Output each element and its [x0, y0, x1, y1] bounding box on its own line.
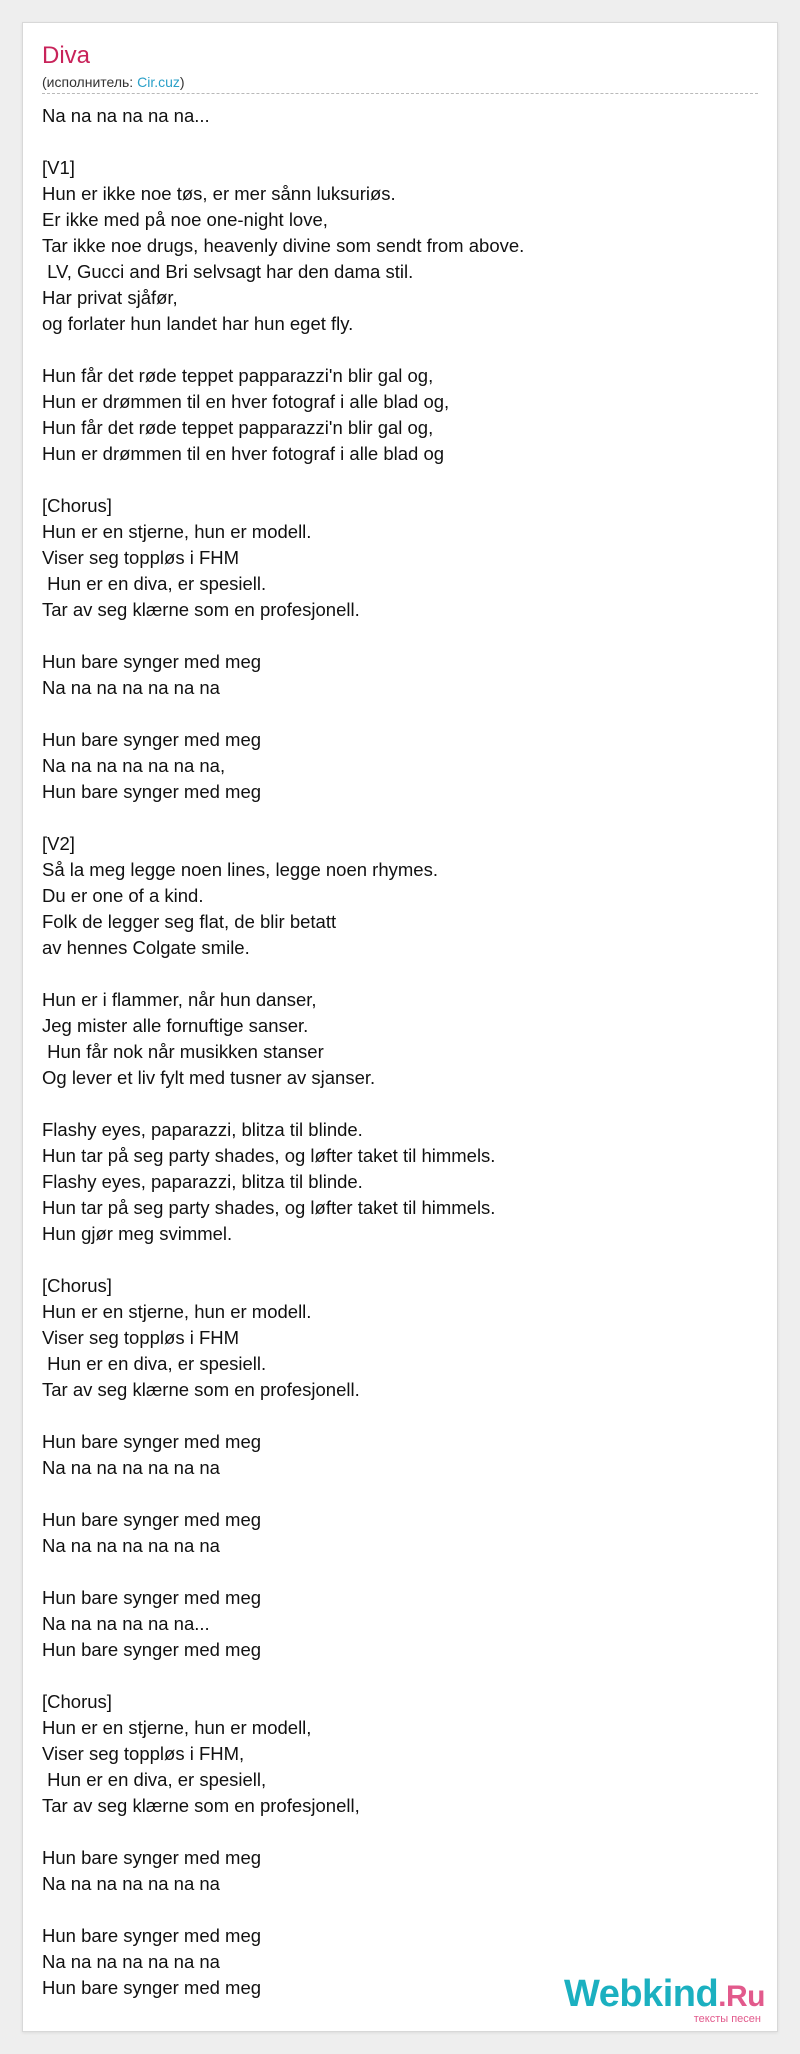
lyrics-line: Na na na na na na na: [42, 1535, 220, 1556]
artist-line: [42, 73, 185, 91]
lyrics-line: og forlater hun landet har hun eget fly.: [42, 313, 354, 334]
lyrics-blank-line: [42, 961, 762, 987]
lyrics-blank-line: [42, 1091, 762, 1117]
lyrics-line: Hun er drømmen til en hver fotograf i alle blad og,: [42, 391, 450, 412]
lyrics-blank-line: [42, 1897, 762, 1923]
lyrics-line: [Chorus]: [42, 1275, 112, 1296]
lyrics-line: Hun bare synger med meg: [42, 781, 262, 802]
lyrics-line: [V2]: [42, 833, 75, 854]
lyrics-body: [42, 103, 762, 2001]
lyrics-line: Viser seg toppløs i FHM,: [42, 1743, 245, 1764]
lyrics-line: Hun er i flammer, når hun danser,: [42, 989, 317, 1010]
lyrics-line: Na na na na na na na,: [42, 755, 226, 776]
lyrics-blank-line: [42, 623, 762, 649]
lyrics-line: Hun bare synger med meg: [42, 1587, 262, 1608]
lyrics-line: Hun tar på seg party shades, og løfter taket til himmels.: [42, 1145, 496, 1166]
lyrics-line: [V1]: [42, 157, 75, 178]
lyrics-line: Du er one of a kind.: [42, 885, 204, 906]
lyrics-line: Flashy eyes, paparazzi, blitza til blinde.: [42, 1119, 363, 1140]
lyrics-blank-line: [42, 805, 762, 831]
lyrics-blank-line: [42, 1403, 762, 1429]
site-logo[interactable]: [564, 1974, 765, 2025]
lyrics-line: Tar av seg klærne som en profesjonell,: [42, 1795, 360, 1816]
lyrics-line: Na na na na na na na: [42, 1873, 220, 1894]
logo-tagline: тексты песен: [693, 2013, 761, 2025]
lyrics-line: Så la meg legge noen lines, legge noen rhymes.: [42, 859, 438, 880]
lyrics-line: Na na na na na na na: [42, 1457, 220, 1478]
lyrics-blank-line: [42, 129, 762, 155]
lyrics-line: Jeg mister alle fornuftige sanser.: [42, 1015, 309, 1036]
lyrics-line: Hun er en diva, er spesiell.: [42, 573, 267, 594]
artist-link[interactable]: Cir.cuz: [137, 74, 180, 90]
lyrics-line: Hun bare synger med meg: [42, 1639, 262, 1660]
lyrics-line: Hun er drømmen til en hver fotograf i alle blad og: [42, 443, 445, 464]
lyrics-line: Hun bare synger med meg: [42, 1977, 262, 1998]
lyrics-line: Viser seg toppløs i FHM: [42, 1327, 240, 1348]
logo-tld: .Ru: [718, 1980, 765, 2013]
lyrics-line: Na na na na na na na: [42, 1951, 220, 1972]
lyrics-line: Hun er en stjerne, hun er modell.: [42, 521, 312, 542]
lyrics-line: Hun bare synger med meg: [42, 1925, 262, 1946]
lyrics-line: Hun bare synger med meg: [42, 651, 262, 672]
lyrics-line: Tar ikke noe drugs, heavenly divine som sendt from above.: [42, 235, 525, 256]
lyrics-line: Hun bare synger med meg: [42, 1509, 262, 1530]
lyrics-blank-line: [42, 1481, 762, 1507]
lyrics-blank-line: [42, 1559, 762, 1585]
lyrics-line: Viser seg toppløs i FHM: [42, 547, 240, 568]
lyrics-line: Flashy eyes, paparazzi, blitza til blinde.: [42, 1171, 363, 1192]
lyrics-line: Hun bare synger med meg: [42, 729, 262, 750]
lyrics-line: Har privat sjåfør,: [42, 287, 178, 308]
lyrics-line: Og lever et liv fylt med tusner av sjanser.: [42, 1067, 376, 1088]
lyrics-line: Tar av seg klærne som en profesjonell.: [42, 1379, 360, 1400]
lyrics-blank-line: [42, 1247, 762, 1273]
lyrics-line: Hun er en stjerne, hun er modell.: [42, 1301, 312, 1322]
lyrics-line: [Chorus]: [42, 1691, 112, 1712]
lyrics-blank-line: [42, 337, 762, 363]
lyrics-blank-line: [42, 467, 762, 493]
lyrics-line: Hun gjør meg svimmel.: [42, 1223, 233, 1244]
logo-brand: Webkind: [564, 1973, 719, 2015]
lyrics-line: Hun er en stjerne, hun er modell,: [42, 1717, 312, 1738]
lyrics-line: Hun får det røde teppet papparazzi'n blir gal og,: [42, 365, 434, 386]
lyrics-line: Hun er en diva, er spesiell,: [42, 1769, 267, 1790]
lyrics-line: Hun får det røde teppet papparazzi'n blir gal og,: [42, 417, 434, 438]
lyrics-line: Er ikke med på noe one-night love,: [42, 209, 328, 230]
lyrics-line: Hun er ikke noe tøs, er mer sånn luksuriøs.: [42, 183, 396, 204]
lyrics-line: Hun tar på seg party shades, og løfter taket til himmels.: [42, 1197, 496, 1218]
lyrics-line: Na na na na na na na: [42, 677, 220, 698]
lyrics-blank-line: [42, 701, 762, 727]
lyrics-blank-line: [42, 1663, 762, 1689]
lyrics-blank-line: [42, 1819, 762, 1845]
lyrics-line: Hun bare synger med meg: [42, 1431, 262, 1452]
lyrics-line: Hun får nok når musikken stanser: [42, 1041, 324, 1062]
lyrics-line: [Chorus]: [42, 495, 112, 516]
lyrics-line: Hun bare synger med meg: [42, 1847, 262, 1868]
header-divider: [42, 93, 758, 94]
lyrics-line: LV, Gucci and Bri selvsagt har den dama stil.: [42, 261, 414, 282]
lyrics-line: Na na na na na na...: [42, 105, 210, 126]
lyrics-line: Hun er en diva, er spesiell.: [42, 1353, 267, 1374]
lyrics-line: Na na na na na na...: [42, 1613, 210, 1634]
artist-prefix: (исполнитель:: [42, 74, 138, 90]
lyrics-line: av hennes Colgate smile.: [42, 937, 250, 958]
song-title: Diva: [42, 42, 91, 69]
lyrics-line: Tar av seg klærne som en profesjonell.: [42, 599, 360, 620]
lyrics-card: [22, 22, 778, 2032]
lyrics-line: Folk de legger seg flat, de blir betatt: [42, 911, 337, 932]
artist-suffix: ): [179, 74, 185, 90]
